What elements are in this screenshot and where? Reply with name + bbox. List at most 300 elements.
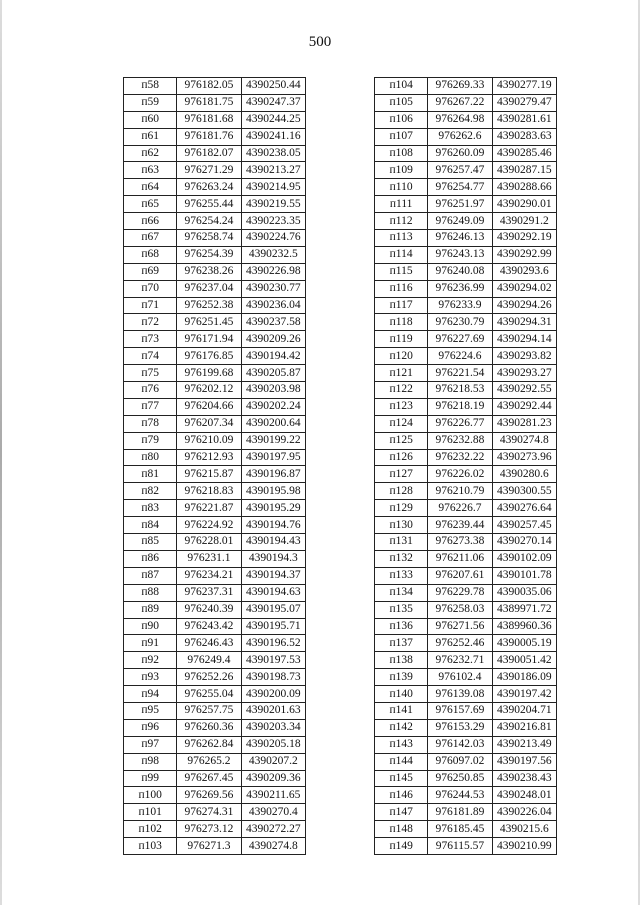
table-row: [124, 179, 306, 196]
table-row: [124, 263, 306, 280]
x-coordinate-cell: 976199.68: [177, 365, 241, 382]
y-coordinate-cell: 4390223.35: [241, 213, 305, 230]
x-coordinate-cell: 976232.88: [428, 432, 492, 449]
x-coordinate-cell: 976207.61: [428, 567, 492, 584]
y-coordinate-cell: 4390244.25: [241, 111, 305, 128]
y-coordinate-cell: 4390236.04: [241, 297, 305, 314]
table-row: [124, 162, 306, 179]
y-coordinate-cell: 4390195.07: [241, 601, 305, 618]
y-coordinate-cell: 4390197.56: [492, 753, 556, 770]
x-coordinate-cell: 976263.24: [177, 179, 241, 196]
y-coordinate-cell: 4390293.27: [492, 365, 556, 382]
table-row: [124, 230, 306, 247]
point-id-cell: п75: [124, 365, 177, 382]
y-coordinate-cell: 4390224.76: [241, 230, 305, 247]
y-coordinate-cell: 4390202.24: [241, 398, 305, 415]
y-coordinate-cell: 4390292.55: [492, 382, 556, 399]
point-id-cell: п96: [124, 719, 177, 736]
table-row: [124, 314, 306, 331]
table-row: [375, 753, 557, 770]
x-coordinate-cell: 976215.87: [177, 466, 241, 483]
y-coordinate-cell: 4390280.6: [492, 466, 556, 483]
y-coordinate-cell: 4390276.64: [492, 500, 556, 517]
table-row: [375, 770, 557, 787]
y-coordinate-cell: 4390238.43: [492, 770, 556, 787]
y-coordinate-cell: 4390219.55: [241, 196, 305, 213]
y-coordinate-cell: 4390270.14: [492, 534, 556, 551]
y-coordinate-cell: 4390238.05: [241, 145, 305, 162]
y-coordinate-cell: 4390197.53: [241, 652, 305, 669]
x-coordinate-cell: 976262.6: [428, 128, 492, 145]
y-coordinate-cell: 4390290.01: [492, 196, 556, 213]
x-coordinate-cell: 976234.21: [177, 567, 241, 584]
x-coordinate-cell: 976252.46: [428, 635, 492, 652]
x-coordinate-cell: 976258.03: [428, 601, 492, 618]
point-id-cell: п116: [375, 280, 428, 297]
y-coordinate-cell: 4390194.76: [241, 517, 305, 534]
point-id-cell: п141: [375, 702, 428, 719]
point-id-cell: п72: [124, 314, 177, 331]
x-coordinate-cell: 976233.9: [428, 297, 492, 314]
point-id-cell: п101: [124, 804, 177, 821]
table-row: [375, 230, 557, 247]
point-id-cell: п118: [375, 314, 428, 331]
table-row: [124, 736, 306, 753]
y-coordinate-cell: 4389960.36: [492, 618, 556, 635]
table-row: [124, 770, 306, 787]
x-coordinate-cell: 976273.38: [428, 534, 492, 551]
x-coordinate-cell: 976142.03: [428, 736, 492, 753]
table-row: [375, 145, 557, 162]
x-coordinate-cell: 976271.29: [177, 162, 241, 179]
y-coordinate-cell: 4390194.42: [241, 348, 305, 365]
y-coordinate-cell: 4390195.71: [241, 618, 305, 635]
coordinates-table-left: [123, 77, 306, 855]
x-coordinate-cell: 976221.54: [428, 365, 492, 382]
x-coordinate-cell: 976267.22: [428, 94, 492, 111]
point-id-cell: п123: [375, 398, 428, 415]
point-id-cell: п113: [375, 230, 428, 247]
x-coordinate-cell: 976181.76: [177, 128, 241, 145]
x-coordinate-cell: 976226.7: [428, 500, 492, 517]
point-id-cell: п144: [375, 753, 428, 770]
y-coordinate-cell: 4390294.26: [492, 297, 556, 314]
point-id-cell: п120: [375, 348, 428, 365]
point-id-cell: п87: [124, 567, 177, 584]
y-coordinate-cell: 4390281.23: [492, 415, 556, 432]
x-coordinate-cell: 976271.3: [177, 838, 241, 855]
x-coordinate-cell: 976182.05: [177, 78, 241, 95]
y-coordinate-cell: 4390230.77: [241, 280, 305, 297]
x-coordinate-cell: 976237.31: [177, 584, 241, 601]
table-row: [124, 635, 306, 652]
point-id-cell: п145: [375, 770, 428, 787]
table-row: [375, 398, 557, 415]
x-coordinate-cell: 976273.12: [177, 821, 241, 838]
y-coordinate-cell: 4390194.63: [241, 584, 305, 601]
coordinates-table-right: [374, 77, 557, 855]
table-row: [124, 213, 306, 230]
point-id-cell: п129: [375, 500, 428, 517]
x-coordinate-cell: 976249.4: [177, 652, 241, 669]
table-row: [124, 618, 306, 635]
table-row: [124, 584, 306, 601]
point-id-cell: п107: [375, 128, 428, 145]
table-row: [375, 838, 557, 855]
x-coordinate-cell: 976252.38: [177, 297, 241, 314]
table-row: [124, 702, 306, 719]
x-coordinate-cell: 976202.12: [177, 382, 241, 399]
point-id-cell: п70: [124, 280, 177, 297]
x-coordinate-cell: 976210.79: [428, 483, 492, 500]
x-coordinate-cell: 976250.85: [428, 770, 492, 787]
x-coordinate-cell: 976260.36: [177, 719, 241, 736]
point-id-cell: п133: [375, 567, 428, 584]
x-coordinate-cell: 976265.2: [177, 753, 241, 770]
y-coordinate-cell: 4390205.18: [241, 736, 305, 753]
y-coordinate-cell: 4390197.42: [492, 686, 556, 703]
y-coordinate-cell: 4390209.26: [241, 331, 305, 348]
table-row: [375, 94, 557, 111]
y-coordinate-cell: 4389971.72: [492, 601, 556, 618]
y-coordinate-cell: 4390300.55: [492, 483, 556, 500]
x-coordinate-cell: 976240.08: [428, 263, 492, 280]
table-row: [375, 314, 557, 331]
x-coordinate-cell: 976258.74: [177, 230, 241, 247]
point-id-cell: п85: [124, 534, 177, 551]
y-coordinate-cell: 4390293.82: [492, 348, 556, 365]
x-coordinate-cell: 976182.07: [177, 145, 241, 162]
table-row: [375, 449, 557, 466]
y-coordinate-cell: 4390270.4: [241, 804, 305, 821]
table-row: [375, 331, 557, 348]
point-id-cell: п111: [375, 196, 428, 213]
point-id-cell: п108: [375, 145, 428, 162]
table-row: [124, 94, 306, 111]
y-coordinate-cell: 4390005.19: [492, 635, 556, 652]
table-row: [375, 517, 557, 534]
y-coordinate-cell: 4390186.09: [492, 669, 556, 686]
point-id-cell: п124: [375, 415, 428, 432]
y-coordinate-cell: 4390216.81: [492, 719, 556, 736]
point-id-cell: п67: [124, 230, 177, 247]
table-row: [124, 246, 306, 263]
x-coordinate-cell: 976254.39: [177, 246, 241, 263]
y-coordinate-cell: 4390294.14: [492, 331, 556, 348]
y-coordinate-cell: 4390213.49: [492, 736, 556, 753]
x-coordinate-cell: 976227.69: [428, 331, 492, 348]
point-id-cell: п137: [375, 635, 428, 652]
point-id-cell: п77: [124, 398, 177, 415]
x-coordinate-cell: 976240.39: [177, 601, 241, 618]
x-coordinate-cell: 976238.26: [177, 263, 241, 280]
y-coordinate-cell: 4390250.44: [241, 78, 305, 95]
y-coordinate-cell: 4390281.61: [492, 111, 556, 128]
table-row: [375, 179, 557, 196]
table-row: [124, 111, 306, 128]
point-id-cell: п99: [124, 770, 177, 787]
y-coordinate-cell: 4390051.42: [492, 652, 556, 669]
point-id-cell: п93: [124, 669, 177, 686]
y-coordinate-cell: 4390197.95: [241, 449, 305, 466]
table-row: [124, 483, 306, 500]
table-row: [375, 78, 557, 95]
table-row: [124, 517, 306, 534]
x-coordinate-cell: 976262.84: [177, 736, 241, 753]
table-row: [375, 601, 557, 618]
y-coordinate-cell: 4390293.6: [492, 263, 556, 280]
x-coordinate-cell: 976212.93: [177, 449, 241, 466]
point-id-cell: п149: [375, 838, 428, 855]
table-row: [124, 78, 306, 95]
x-coordinate-cell: 976251.97: [428, 196, 492, 213]
x-coordinate-cell: 976157.69: [428, 702, 492, 719]
point-id-cell: п74: [124, 348, 177, 365]
y-coordinate-cell: 4390292.44: [492, 398, 556, 415]
point-id-cell: п135: [375, 601, 428, 618]
x-coordinate-cell: 976232.22: [428, 449, 492, 466]
y-coordinate-cell: 4390248.01: [492, 787, 556, 804]
table-row: [124, 331, 306, 348]
point-id-cell: п146: [375, 787, 428, 804]
y-coordinate-cell: 4390102.09: [492, 550, 556, 567]
table-row: [124, 652, 306, 669]
x-coordinate-cell: 976267.45: [177, 770, 241, 787]
y-coordinate-cell: 4390283.63: [492, 128, 556, 145]
point-id-cell: п60: [124, 111, 177, 128]
point-id-cell: п92: [124, 652, 177, 669]
point-id-cell: п98: [124, 753, 177, 770]
scan-edge-left: [0, 0, 2, 905]
point-id-cell: п106: [375, 111, 428, 128]
x-coordinate-cell: 976269.33: [428, 78, 492, 95]
point-id-cell: п69: [124, 263, 177, 280]
x-coordinate-cell: 976274.31: [177, 804, 241, 821]
table-row: [375, 635, 557, 652]
table-row: [375, 297, 557, 314]
y-coordinate-cell: 4390035.06: [492, 584, 556, 601]
table-row: [375, 804, 557, 821]
point-id-cell: п112: [375, 213, 428, 230]
y-coordinate-cell: 4390209.36: [241, 770, 305, 787]
point-id-cell: п83: [124, 500, 177, 517]
table-row: [375, 415, 557, 432]
table-row: [124, 449, 306, 466]
table-row: [124, 838, 306, 855]
x-coordinate-cell: 976264.98: [428, 111, 492, 128]
x-coordinate-cell: 976254.24: [177, 213, 241, 230]
point-id-cell: п132: [375, 550, 428, 567]
y-coordinate-cell: 4390207.2: [241, 753, 305, 770]
y-coordinate-cell: 4390274.8: [492, 432, 556, 449]
table-row: [375, 196, 557, 213]
x-coordinate-cell: 976269.56: [177, 787, 241, 804]
x-coordinate-cell: 976210.09: [177, 432, 241, 449]
x-coordinate-cell: 976218.53: [428, 382, 492, 399]
point-id-cell: п61: [124, 128, 177, 145]
table-row: [375, 432, 557, 449]
point-id-cell: п95: [124, 702, 177, 719]
point-id-cell: п81: [124, 466, 177, 483]
y-coordinate-cell: 4390247.37: [241, 94, 305, 111]
point-id-cell: п65: [124, 196, 177, 213]
x-coordinate-cell: 976239.44: [428, 517, 492, 534]
x-coordinate-cell: 976254.77: [428, 179, 492, 196]
table-row: [375, 719, 557, 736]
x-coordinate-cell: 976252.26: [177, 669, 241, 686]
y-coordinate-cell: 4390203.98: [241, 382, 305, 399]
y-coordinate-cell: 4390241.16: [241, 128, 305, 145]
point-id-cell: п121: [375, 365, 428, 382]
x-coordinate-cell: 976246.13: [428, 230, 492, 247]
table-row: [375, 618, 557, 635]
point-id-cell: п148: [375, 821, 428, 838]
point-id-cell: п97: [124, 736, 177, 753]
y-coordinate-cell: 4390200.64: [241, 415, 305, 432]
page-number: 500: [308, 34, 332, 50]
x-coordinate-cell: 976115.57: [428, 838, 492, 855]
point-id-cell: п58: [124, 78, 177, 95]
table-row: [375, 550, 557, 567]
table-row: [375, 128, 557, 145]
point-id-cell: п73: [124, 331, 177, 348]
point-id-cell: п140: [375, 686, 428, 703]
point-id-cell: п63: [124, 162, 177, 179]
y-coordinate-cell: 4390287.15: [492, 162, 556, 179]
x-coordinate-cell: 976218.83: [177, 483, 241, 500]
y-coordinate-cell: 4390196.52: [241, 635, 305, 652]
point-id-cell: п131: [375, 534, 428, 551]
point-id-cell: п84: [124, 517, 177, 534]
y-coordinate-cell: 4390214.95: [241, 179, 305, 196]
x-coordinate-cell: 976260.09: [428, 145, 492, 162]
x-coordinate-cell: 976257.47: [428, 162, 492, 179]
point-id-cell: п114: [375, 246, 428, 263]
y-coordinate-cell: 4390195.29: [241, 500, 305, 517]
table-row: [124, 432, 306, 449]
y-coordinate-cell: 4390203.34: [241, 719, 305, 736]
point-id-cell: п138: [375, 652, 428, 669]
table-row: [124, 196, 306, 213]
point-id-cell: п130: [375, 517, 428, 534]
point-id-cell: п127: [375, 466, 428, 483]
y-coordinate-cell: 4390279.47: [492, 94, 556, 111]
table-row: [375, 348, 557, 365]
point-id-cell: п91: [124, 635, 177, 652]
y-coordinate-cell: 4390205.87: [241, 365, 305, 382]
point-id-cell: п59: [124, 94, 177, 111]
y-coordinate-cell: 4390215.6: [492, 821, 556, 838]
x-coordinate-cell: 976251.45: [177, 314, 241, 331]
point-id-cell: п122: [375, 382, 428, 399]
y-coordinate-cell: 4390291.2: [492, 213, 556, 230]
point-id-cell: п76: [124, 382, 177, 399]
table-row: [375, 263, 557, 280]
y-coordinate-cell: 4390194.43: [241, 534, 305, 551]
y-coordinate-cell: 4390211.65: [241, 787, 305, 804]
x-coordinate-cell: 976102.4: [428, 669, 492, 686]
table-row: [375, 382, 557, 399]
point-id-cell: п94: [124, 686, 177, 703]
table-row: [375, 213, 557, 230]
table-row: [124, 382, 306, 399]
x-coordinate-cell: 976185.45: [428, 821, 492, 838]
x-coordinate-cell: 976246.43: [177, 635, 241, 652]
point-id-cell: п125: [375, 432, 428, 449]
x-coordinate-cell: 976226.77: [428, 415, 492, 432]
table-row: [124, 787, 306, 804]
table-row: [124, 415, 306, 432]
table-row: [375, 584, 557, 601]
y-coordinate-cell: 4390292.99: [492, 246, 556, 263]
table-row: [375, 280, 557, 297]
table-row: [124, 365, 306, 382]
table-row: [375, 702, 557, 719]
x-coordinate-cell: 976181.75: [177, 94, 241, 111]
y-coordinate-cell: 4390272.27: [241, 821, 305, 838]
x-coordinate-cell: 976153.29: [428, 719, 492, 736]
point-id-cell: п109: [375, 162, 428, 179]
point-id-cell: п79: [124, 432, 177, 449]
y-coordinate-cell: 4390194.37: [241, 567, 305, 584]
point-id-cell: п86: [124, 550, 177, 567]
point-id-cell: п115: [375, 263, 428, 280]
point-id-cell: п103: [124, 838, 177, 855]
x-coordinate-cell: 976176.85: [177, 348, 241, 365]
point-id-cell: п139: [375, 669, 428, 686]
table-row: [124, 753, 306, 770]
y-coordinate-cell: 4390196.87: [241, 466, 305, 483]
point-id-cell: п105: [375, 94, 428, 111]
point-id-cell: п128: [375, 483, 428, 500]
x-coordinate-cell: 976221.87: [177, 500, 241, 517]
table-row: [375, 736, 557, 753]
table-row: [124, 550, 306, 567]
y-coordinate-cell: 4390201.63: [241, 702, 305, 719]
point-id-cell: п89: [124, 601, 177, 618]
x-coordinate-cell: 976218.19: [428, 398, 492, 415]
y-coordinate-cell: 4390200.09: [241, 686, 305, 703]
x-coordinate-cell: 976229.78: [428, 584, 492, 601]
x-coordinate-cell: 976243.42: [177, 618, 241, 635]
table-row: [375, 567, 557, 584]
table-row: [124, 500, 306, 517]
x-coordinate-cell: 976255.04: [177, 686, 241, 703]
table-row: [124, 297, 306, 314]
point-id-cell: п66: [124, 213, 177, 230]
x-coordinate-cell: 976249.09: [428, 213, 492, 230]
x-coordinate-cell: 976271.56: [428, 618, 492, 635]
y-coordinate-cell: 4390288.66: [492, 179, 556, 196]
point-id-cell: п80: [124, 449, 177, 466]
point-id-cell: п147: [375, 804, 428, 821]
table-row: [124, 821, 306, 838]
x-coordinate-cell: 976204.66: [177, 398, 241, 415]
table-row: [124, 567, 306, 584]
table-row: [124, 601, 306, 618]
x-coordinate-cell: 976171.94: [177, 331, 241, 348]
point-id-cell: п71: [124, 297, 177, 314]
table-row: [124, 804, 306, 821]
point-id-cell: п68: [124, 246, 177, 263]
table-row: [375, 483, 557, 500]
x-coordinate-cell: 976207.34: [177, 415, 241, 432]
point-id-cell: п64: [124, 179, 177, 196]
table-row: [124, 669, 306, 686]
table-row: [375, 652, 557, 669]
x-coordinate-cell: 976231.1: [177, 550, 241, 567]
point-id-cell: п117: [375, 297, 428, 314]
